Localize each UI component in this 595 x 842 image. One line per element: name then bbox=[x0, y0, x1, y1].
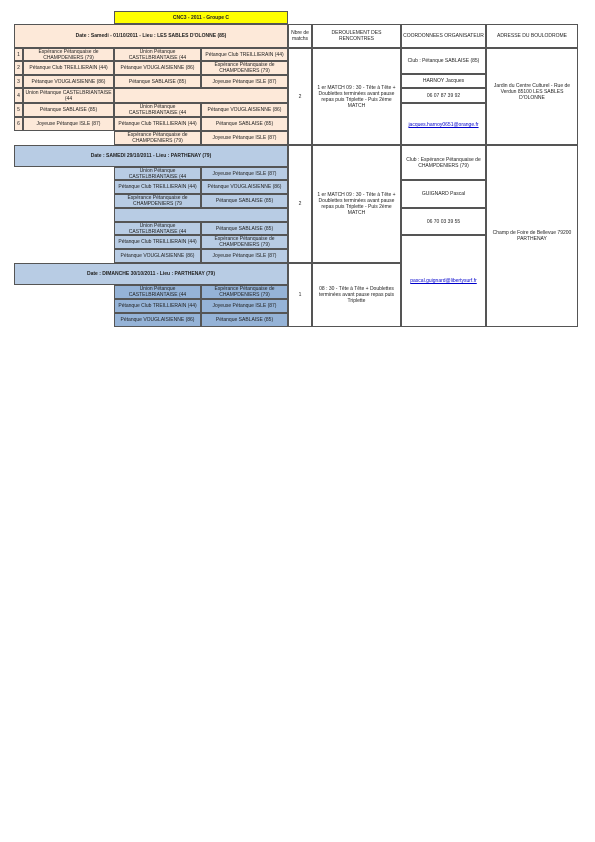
team-num: 5 bbox=[14, 103, 23, 117]
section2-adresse: Champ de Foire de Bellevue 79200 PARTHENAY bbox=[486, 145, 578, 327]
section2-nb-matchs: 2 bbox=[288, 145, 312, 263]
match-team-a: Pétanque SABLAISE (85) bbox=[114, 75, 201, 88]
match-team-b: Pétanque SABLAISE (85) bbox=[201, 117, 288, 131]
match-team-a: Espérance Pétanquaise de CHAMPDENIERS (79) bbox=[114, 131, 201, 145]
match-team-a: Pétanque VOUGLAISIENNE (86) bbox=[114, 249, 201, 263]
match-team-a: Union Pétanque CASTELBRIANTAISE (44 bbox=[114, 48, 201, 61]
section2-deroulement: 1 er MATCH 09 : 30 - Tête à Tête + Doublettes terminées avant pause repas puis Triplette - Puis 2ème MATCH bbox=[312, 145, 401, 263]
team-num: 4 bbox=[14, 88, 23, 103]
team-name: Union Pétanque CASTELBRIANTAISE (44 bbox=[23, 88, 114, 103]
section1-coord-email-link[interactable]: jacques.harnoy0651@orange.fr bbox=[408, 122, 479, 128]
match-team-a: Espérance Pétanquaise de CHAMPDENIERS (79 bbox=[114, 194, 201, 208]
match-team-b: Joyeuse Pétanque ISLE (87) bbox=[201, 249, 288, 263]
team-name: Pétanque Club TREILLIERAIN (44) bbox=[23, 61, 114, 75]
match-team-b: Joyeuse Pétanque ISLE (87) bbox=[201, 131, 288, 145]
section2-coord-phone: 06 70 03 39 55 bbox=[401, 208, 486, 235]
match-team-b: Pétanque SABLAISE (85) bbox=[201, 222, 288, 235]
match-team-a: Pétanque Club TREILLIERAIN (44) bbox=[114, 117, 201, 131]
match-team-b: Pétanque VOUGLAISIENNE (86) bbox=[201, 103, 288, 117]
section1-nb-matchs: 2 bbox=[288, 48, 312, 145]
team-name: Espérance Pétanquaise de CHAMPDENIERS (79) bbox=[23, 48, 114, 61]
section3-nb-matchs: 1 bbox=[288, 263, 312, 327]
match-team-b: Joyeuse Pétanque ISLE (87) bbox=[201, 75, 288, 88]
match-team-b: Pétanque SABLAISE (85) bbox=[201, 194, 288, 208]
match-team-b: Joyeuse Pétanque ISLE (87) bbox=[201, 299, 288, 313]
match-team-b: Pétanque Club TREILLIERAIN (44) bbox=[201, 48, 288, 61]
team-name: Pétanque VOUGLAISIENNE (86) bbox=[23, 75, 114, 88]
section2-coord-email-cell bbox=[401, 235, 486, 327]
match-empty-row bbox=[114, 88, 288, 103]
match-team-b: Joyeuse Pétanque ISLE (87) bbox=[201, 167, 288, 180]
section3-deroulement: 08 : 30 - Tête à Tête + Doublettes terminées avant pause repas puis Triplette bbox=[312, 263, 401, 327]
match-team-a: Pétanque Club TREILLIERAIN (44) bbox=[114, 299, 201, 313]
header-adresse: ADRESSE DU BOULODROME bbox=[486, 24, 578, 48]
match-team-b: Pétanque VOUGLAISIENNE (86) bbox=[201, 180, 288, 194]
section1-coord-club: Club : Pétanque SABLAISE (85) bbox=[401, 48, 486, 74]
section1-deroulement: 1 er MATCH 09 : 30 - Tête à Tête + Doublettes terminées avant pause repas puis Triplette - Puis 2ème MATCH bbox=[312, 48, 401, 145]
team-num: 3 bbox=[14, 75, 23, 88]
section1-coord-name: HARNOY Jacques bbox=[401, 74, 486, 88]
section2-coord-club: Club : Espérance Pétanquaise de CHAMPDENIERS (79) bbox=[401, 145, 486, 180]
team-num: 2 bbox=[14, 61, 23, 75]
match-team-a: Pétanque VOUGLAISIENNE (86) bbox=[114, 61, 201, 75]
section1-date: Date : Samedi - 01/10/2011 - Lieu : LES SABLES D'OLONNE (85) bbox=[14, 24, 288, 48]
team-num: 6 bbox=[14, 117, 23, 131]
team-name: Pétanque SABLAISE (85) bbox=[23, 103, 114, 117]
page-title: CNC3 - 2011 - Groupe C bbox=[114, 11, 288, 24]
team-name: Joyeuse Pétanque ISLE (87) bbox=[23, 117, 114, 131]
match-team-b: Espérance Pétanquaise de CHAMPDENIERS (79) bbox=[201, 61, 288, 75]
header-deroulement: DEROULEMENT DES RENCONTRES bbox=[312, 24, 401, 48]
header-coordonnees: COORDONNEES ORGANISATEUR bbox=[401, 24, 486, 48]
section2-coord-name: GUIGNARD Pascal bbox=[401, 180, 486, 208]
section1-coord-phone: 06 07 87 39 92 bbox=[401, 88, 486, 103]
match-team-a: Union Pétanque CASTELBRIANTAISE (44 bbox=[114, 285, 201, 299]
match-team-b: Pétanque SABLAISE (85) bbox=[201, 313, 288, 327]
section2-coord-email-link[interactable]: pascal.guignard@libertysurf.fr bbox=[410, 278, 477, 284]
match-empty-row bbox=[114, 208, 288, 222]
section2-date: Date : SAMEDI 29/10/2011 - Lieu : PARTHENAY (79) bbox=[14, 145, 288, 167]
section1-adresse: Jardin du Centre Culturel - Rue de Verdun 85100 LES SABLES D'OLONNE bbox=[486, 48, 578, 145]
team-num: 1 bbox=[14, 48, 23, 61]
match-team-a: Union Pétanque CASTELBRIANTAISE (44 bbox=[114, 167, 201, 180]
section3-date: Date : DIMANCHE 30/10/2011 - Lieu : PARTHENAY (79) bbox=[14, 263, 288, 285]
match-team-a: Union Pétanque CASTELBRIANTAISE (44 bbox=[114, 103, 201, 117]
match-team-b: Espérance Pétanquaise de CHAMPDENIERS (79) bbox=[201, 285, 288, 299]
match-team-a: Pétanque Club TREILLIERAIN (44) bbox=[114, 180, 201, 194]
match-team-a: Union Pétanque CASTELBRIANTAISE (44 bbox=[114, 222, 201, 235]
match-team-a: Pétanque Club TREILLIERAIN (44) bbox=[114, 235, 201, 249]
match-team-a: Pétanque VOUGLAISIENNE (86) bbox=[114, 313, 201, 327]
section1-coord-email-cell bbox=[401, 103, 486, 145]
match-team-b: Espérance Pétanquaise de CHAMPDENIERS (79) bbox=[201, 235, 288, 249]
header-nb-matchs: Nbre de matchs bbox=[288, 24, 312, 48]
